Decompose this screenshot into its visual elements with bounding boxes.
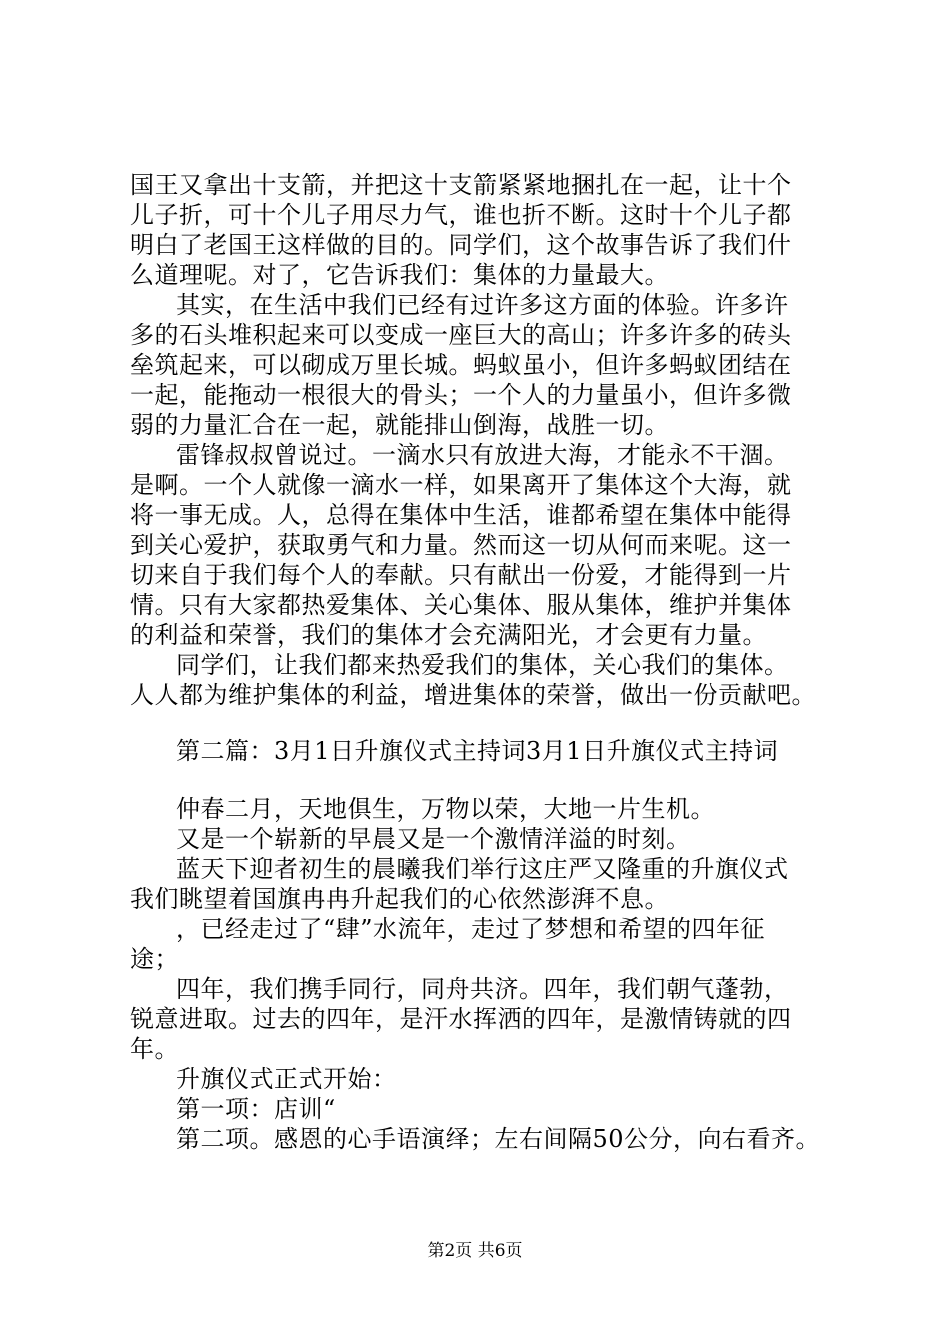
text-line: 将一事无成。人，总得在集体中生活，谁都希望在集体中能得 — [130, 501, 792, 529]
text-line: 升旗仪式正式开始： — [176, 1065, 397, 1093]
text-line: 多的石头堆积起来可以变成一座巨大的高山；许多许多的砖头 — [130, 321, 792, 349]
text-line: 么道理呢。对了，它告诉我们：集体的力量最大。 — [130, 261, 669, 289]
text-line: 人人都为维护集体的利益，增进集体的荣誉，做出一份贡献吧。 — [130, 681, 816, 709]
text-line: 切来自于我们每个人的奉献。只有献出一份爱，才能得到一片 — [130, 561, 792, 589]
page-number-footer: 第2页 共6页 — [427, 1241, 523, 1261]
text-line: 的利益和荣誉，我们的集体才会充满阳光，才会更有力量。 — [130, 621, 767, 649]
text-line: ，已经走过了“肆”水流年，走过了梦想和希望的四年征 — [176, 915, 766, 943]
text-line: 又是一个崭新的早晨又是一个激情洋溢的时刻。 — [176, 825, 691, 853]
text-line: 弱的力量汇合在一起，就能排山倒海，战胜一切。 — [130, 411, 669, 439]
document-body — [130, 170, 840, 1154]
text-line: 一起，能拖动一根很大的骨头；一个人的力量虽小，但许多微 — [130, 381, 792, 409]
text-line: 儿子折，可十个儿子用尽力气，谁也折不断。这时十个儿子都 — [130, 201, 792, 229]
text-line: 年。 — [130, 1035, 179, 1063]
text-line: 仲春二月，天地俱生，万物以荣，大地一片生机。 — [176, 795, 715, 823]
text-line: 蓝天下迎者初生的晨曦我们举行这庄严又隆重的升旗仪式 — [176, 855, 789, 883]
text-line: 我们眺望着国旗冉冉升起我们的心依然澎湃不息。 — [130, 885, 669, 913]
text-line: 是啊。一个人就像一滴水一样，如果离开了集体这个大海，就 — [130, 471, 792, 499]
text-line: 途； — [130, 945, 179, 973]
text-line: 雷锋叔叔曾说过。一滴水只有放进大海，才能永不干涸。 — [176, 441, 789, 469]
text-line: 国王又拿出十支箭，并把这十支箭紧紧地捆扎在一起，让十个 — [130, 171, 792, 199]
text-line: 到关心爱护，获取勇气和力量。然而这一切从何而来呢。这一 — [130, 531, 792, 559]
text-line: 情。只有大家都热爱集体、关心集体、服从集体，维护并集体 — [130, 591, 792, 619]
text-line: 第二项。感恩的心手语演绎；左右间隔50公分，向右看齐。 — [176, 1125, 821, 1153]
text-line: 同学们，让我们都来热爱我们的集体，关心我们的集体。 — [176, 651, 789, 679]
text-line: 四年，我们携手同行，同舟共济。四年，我们朝气蓬勃， — [176, 975, 789, 1003]
text-line: 明白了老国王这样做的目的。同学们，这个故事告诉了我们什 — [130, 231, 792, 259]
text-line: 锐意进取。过去的四年，是汗水挥洒的四年，是激情铸就的四 — [130, 1005, 792, 1033]
text-line: 第一项：店训“ — [176, 1095, 336, 1123]
text-line: 垒筑起来，可以砌成万里长城。蚂蚁虽小，但许多蚂蚁团结在 — [130, 351, 792, 379]
section-heading: 第二篇：3月1日升旗仪式主持词3月1日升旗仪式主持词 — [176, 737, 779, 765]
text-line: 其实，在生活中我们已经有过许多这方面的体验。许多许 — [176, 291, 789, 319]
